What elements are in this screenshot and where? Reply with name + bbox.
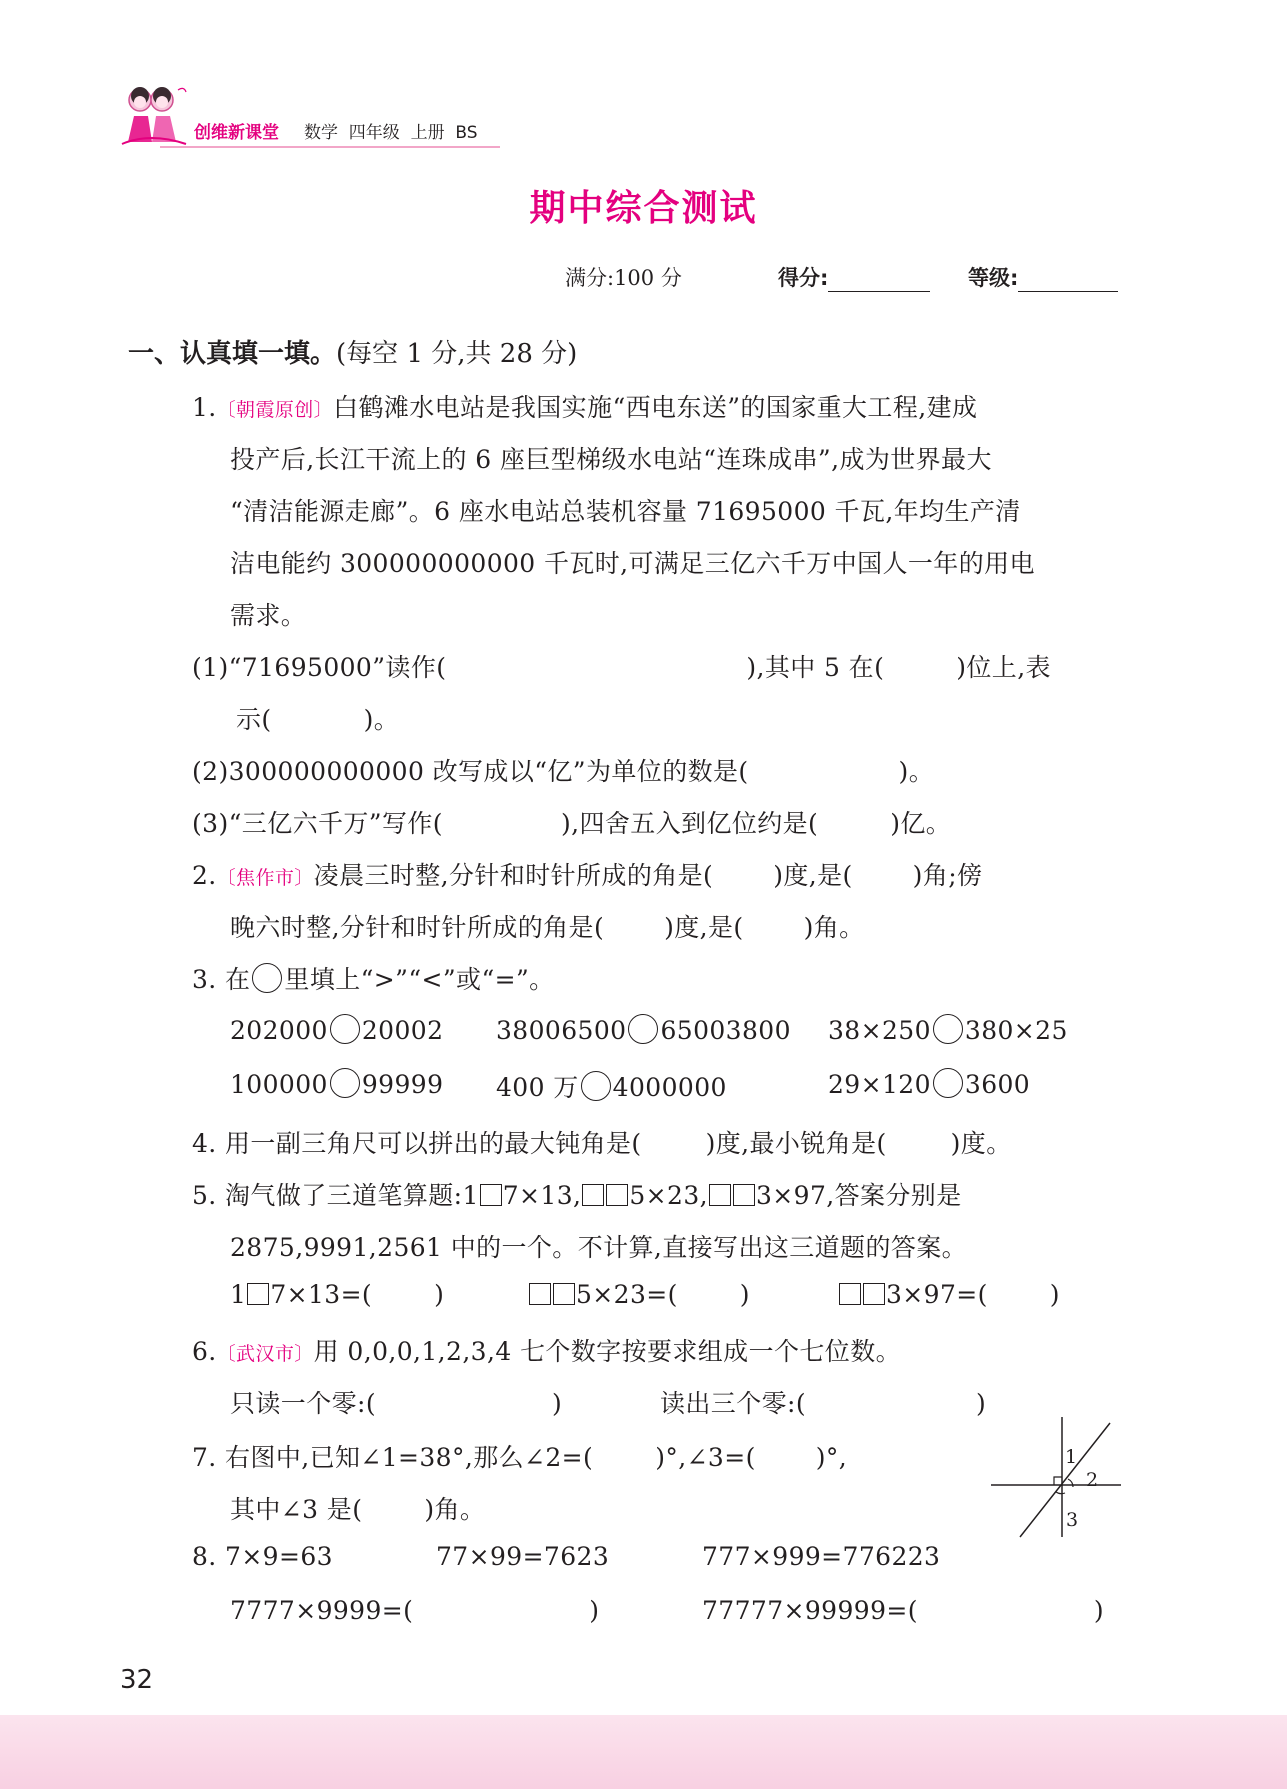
q6-text: ) xyxy=(975,1389,987,1418)
q5-text: 5×23=( xyxy=(576,1280,678,1309)
q1-line1 xyxy=(192,388,977,424)
q1-text: 白鹤滩水电站是我国实施“西电东送”的国家重大工程,建成 xyxy=(333,393,978,422)
digit-box-icon xyxy=(480,1184,502,1206)
q8-line1 xyxy=(192,1542,333,1571)
compare-right: 3600 xyxy=(964,1070,1031,1099)
q6-text: 读出三个零:( xyxy=(660,1389,806,1418)
q1-sub1-text: ),其中 5 在( xyxy=(746,653,885,682)
q1-sub3-text: (3)“三亿六千万”写作( xyxy=(192,809,443,838)
compare-left: 38006500 xyxy=(496,1016,627,1045)
q4-text: )度,最小锐角是( xyxy=(705,1129,887,1158)
q5-text: ) xyxy=(739,1280,750,1309)
q2-text: )角。 xyxy=(803,913,865,942)
section-title: 认真填一填。 xyxy=(180,339,337,369)
q2-text: )角;傍 xyxy=(912,861,983,890)
grade-field xyxy=(968,262,1118,292)
compare-item xyxy=(496,1068,727,1104)
q2-text: )度,是( xyxy=(664,913,744,942)
q1-sub2-text: )。 xyxy=(898,757,935,786)
digit-box-icon xyxy=(839,1283,861,1305)
q4-text: )度。 xyxy=(950,1129,1012,1158)
q6-line1 xyxy=(192,1332,901,1368)
q1-sub3-text: )亿。 xyxy=(890,809,952,838)
grade-blank[interactable] xyxy=(1018,271,1118,292)
score-label: 得分: xyxy=(778,266,829,290)
page-number: 32 xyxy=(120,1665,154,1695)
q2-text: )度,是( xyxy=(773,861,853,890)
q3-number: 3. xyxy=(192,965,217,994)
q1-line4: 洁电能约 300000000000 千瓦时,可满足三亿六千万中国人一年的用电 xyxy=(230,549,1035,578)
compare-item xyxy=(230,1068,443,1099)
q1-sub2-text: (2)300000000000 改写成以“亿”为单位的数是( xyxy=(192,757,749,786)
q5-text: 1 xyxy=(230,1280,247,1309)
q1-sub2 xyxy=(192,752,934,788)
q8-eq3: 777×999=776223 xyxy=(702,1542,941,1571)
section-heading xyxy=(128,333,577,370)
compare-right: 99999 xyxy=(361,1070,444,1099)
q5-line2: 2875,9991,2561 中的一个。不计算,直接写出这三道题的答案。 xyxy=(230,1233,968,1262)
grade-label: 等级: xyxy=(968,266,1019,290)
q1-sub1-text: (1)“71695000”读作( xyxy=(192,653,447,682)
q1-sub1 xyxy=(192,648,1051,684)
q8-text: ) xyxy=(1093,1596,1105,1625)
compare-right: 380×25 xyxy=(964,1016,1068,1045)
q2-text: 晚六时整,分针和时针所成的角是( xyxy=(230,913,605,942)
digit-box-icon xyxy=(529,1283,551,1305)
circle-blank-icon xyxy=(252,963,282,993)
q7-text: 其中∠3 是( xyxy=(230,1495,363,1524)
q3-text: 里填上“>”“<”或“=”。 xyxy=(284,965,555,994)
q7-number: 7. xyxy=(192,1443,217,1472)
compare-right: 20002 xyxy=(361,1016,444,1045)
compare-circle[interactable] xyxy=(581,1071,611,1101)
compare-item xyxy=(496,1014,791,1045)
q7-text: )角。 xyxy=(424,1495,486,1524)
q4-text: 用一副三角尺可以拼出的最大钝角是( xyxy=(225,1129,642,1158)
q5-text: 5×23, xyxy=(629,1181,708,1210)
q7-text: 右图中,已知∠1=38°,那么∠2=( xyxy=(225,1443,594,1472)
angle-figure xyxy=(985,1415,1125,1540)
compare-left: 400 万 xyxy=(496,1073,579,1102)
footer-band xyxy=(0,1715,1287,1789)
q5-text: 7×13, xyxy=(502,1181,582,1210)
q8-answer2 xyxy=(702,1596,1104,1625)
digit-box-icon xyxy=(553,1283,575,1305)
angle-label-2: 2 xyxy=(1086,1469,1099,1491)
q5-text: 7×13=( xyxy=(270,1280,373,1309)
q6-answer2 xyxy=(660,1384,986,1420)
score-field xyxy=(778,262,930,292)
subject-info: 数学 四年级 上册 BS xyxy=(304,123,478,143)
q1-sub3 xyxy=(192,804,951,840)
compare-item xyxy=(230,1014,443,1045)
q7-line1 xyxy=(192,1438,847,1474)
q7-text: )°, xyxy=(815,1443,848,1472)
q2-line1 xyxy=(192,856,982,892)
q8-eq2: 77×99=7623 xyxy=(436,1542,610,1571)
digit-box-icon xyxy=(582,1184,604,1206)
mascot-logo-icon xyxy=(120,82,192,148)
q8-text: ) xyxy=(589,1596,600,1625)
compare-circle[interactable] xyxy=(330,1014,360,1044)
q5-text: 3×97,答案分别是 xyxy=(756,1181,962,1210)
digit-box-icon xyxy=(733,1184,755,1206)
compare-circle[interactable] xyxy=(628,1014,658,1044)
q5-text: ) xyxy=(434,1280,445,1309)
q1-line2: 投产后,长江干流上的 6 座巨型梯级水电站“连珠成串”,成为世界最大 xyxy=(230,445,992,474)
q3-line1 xyxy=(192,960,555,996)
q1-sub1-cont xyxy=(236,700,399,736)
header xyxy=(120,88,478,158)
header-divider xyxy=(160,146,500,148)
q6-text: ) xyxy=(551,1389,563,1418)
q2-number: 2. xyxy=(192,861,217,890)
q6-text: 用 0,0,0,1,2,3,4 七个数字按要求组成一个七位数。 xyxy=(313,1337,901,1366)
full-marks: 满分:100 分 xyxy=(565,266,682,290)
q7-line2 xyxy=(230,1490,485,1526)
compare-circle[interactable] xyxy=(933,1068,963,1098)
q8-answer1 xyxy=(230,1596,599,1625)
q7-text: )°,∠3=( xyxy=(655,1443,756,1472)
q8-text: 77777×99999=( xyxy=(702,1596,918,1625)
q6-text: 只读一个零:( xyxy=(230,1389,376,1418)
q5-answer3 xyxy=(838,1280,1060,1309)
angle-arc xyxy=(1068,1479,1073,1487)
q1-sub1-text: )位上,表 xyxy=(956,653,1051,682)
q1-sub3-text: ),四舍五入到亿位约是( xyxy=(560,809,819,838)
q3-text: 在 xyxy=(225,965,251,994)
q5-answer1 xyxy=(230,1280,444,1309)
section-number: 一、 xyxy=(128,339,181,369)
digit-box-icon xyxy=(606,1184,628,1206)
q1-sub1-text: )。 xyxy=(363,705,400,734)
angle-label-1: 1 xyxy=(1065,1446,1078,1468)
compare-left: 29×120 xyxy=(828,1070,931,1099)
q5-number: 5. xyxy=(192,1181,217,1210)
compare-left: 100000 xyxy=(230,1070,328,1099)
q2-source-tag: 〔焦作市〕 xyxy=(216,867,314,889)
q5-answer2 xyxy=(528,1280,750,1309)
q4-number: 4. xyxy=(192,1129,217,1158)
q8-number: 8. xyxy=(192,1542,217,1571)
q5-text: 淘气做了三道笔算题:1 xyxy=(225,1181,479,1210)
q2-line2 xyxy=(230,908,865,944)
q2-text: 凌晨三时整,分针和时针所成的角是( xyxy=(313,861,714,890)
digit-box-icon xyxy=(247,1283,269,1305)
q5-text: 3×97=( xyxy=(886,1280,988,1309)
compare-left: 202000 xyxy=(230,1016,328,1045)
digit-box-icon xyxy=(709,1184,731,1206)
q8-text: 7777×9999=( xyxy=(230,1596,414,1625)
compare-item xyxy=(828,1068,1030,1099)
compare-circle[interactable] xyxy=(330,1068,360,1098)
q1-sub1-text: 示( xyxy=(236,705,272,734)
q1-number: 1. xyxy=(192,393,217,422)
q5-line1 xyxy=(192,1176,962,1212)
angle-label-3: 3 xyxy=(1066,1509,1079,1531)
section-note: (每空 1 分,共 28 分) xyxy=(336,339,578,369)
compare-left: 38×250 xyxy=(828,1016,931,1045)
q6-number: 6. xyxy=(192,1337,217,1366)
q5-text: ) xyxy=(1049,1280,1060,1309)
right-angle-mark xyxy=(1054,1477,1062,1485)
brand-name: 创维新课堂 xyxy=(194,123,279,143)
q6-answer1 xyxy=(230,1384,562,1420)
q1-line3: “清洁能源走廊”。6 座水电站总装机容量 71695000 千瓦,年均生产清 xyxy=(230,497,1021,526)
q6-source-tag: 〔武汉市〕 xyxy=(216,1343,314,1365)
q4-line xyxy=(192,1124,1012,1160)
digit-box-icon xyxy=(863,1283,885,1305)
angle-arc xyxy=(1056,1492,1065,1494)
compare-item xyxy=(828,1014,1068,1045)
page-title: 期中综合测试 xyxy=(529,188,758,229)
score-blank[interactable] xyxy=(828,271,930,292)
q1-source-tag: 〔朝霞原创〕 xyxy=(216,399,334,421)
compare-right: 4000000 xyxy=(612,1073,727,1102)
q1-line5: 需求。 xyxy=(230,601,307,630)
compare-circle[interactable] xyxy=(933,1014,963,1044)
q8-text: 7×9=63 xyxy=(225,1542,333,1571)
compare-right: 65003800 xyxy=(660,1016,791,1045)
